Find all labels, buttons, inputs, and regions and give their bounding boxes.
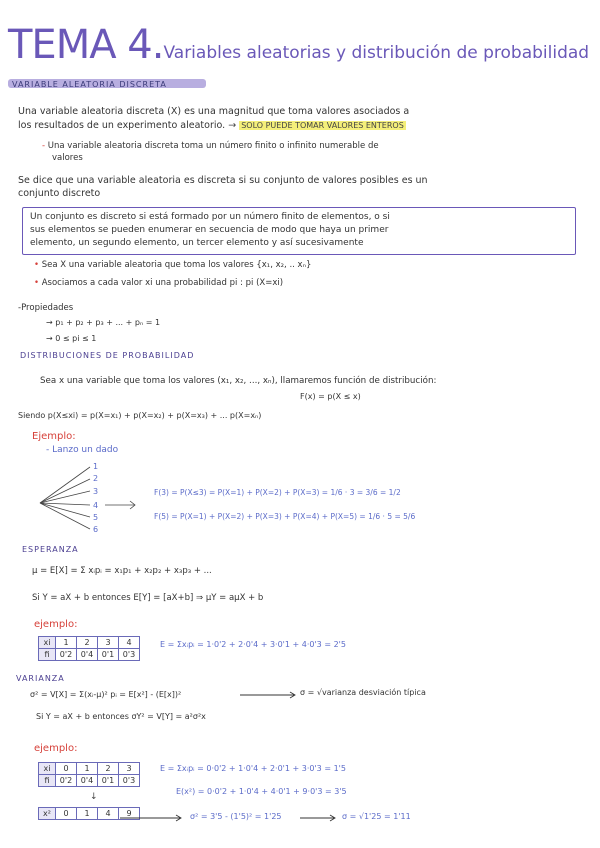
prop-sum: → p₁ + p₂ + p₃ + ... + pₙ = 1: [46, 318, 161, 327]
esperanza-linear: Si Y = aX + b entonces E[Y] = [aX+b] ⇒ μY = aμX + b: [32, 593, 264, 603]
table-row: [39, 637, 140, 649]
example3-sigma-root: σ = √1'25 = 1'11: [342, 812, 411, 821]
example3-table: [38, 762, 140, 787]
para-discrete-a: Se dice que una variable aleatoria es discreta si su conjunto de valores posibles es un: [18, 175, 428, 186]
dist-line1: Sea x una variable que toma los valores (x₁, x₂, ..., xₙ), llamaremos función de distribución:: [40, 376, 437, 386]
die-face-2: 2: [93, 474, 99, 483]
bullet-dot-icon: •: [34, 260, 42, 270]
example3-arrow-2: [300, 813, 340, 823]
example3-e1: E = Σxᵢpᵢ = 0·0'2 + 1·0'4 + 2·0'1 + 3·0'3 = 1'5: [160, 764, 346, 773]
box-line3: elemento, un segundo elemento, un tercer elemento y así sucesivamente: [30, 238, 364, 248]
arrow-down-icon: ↓: [90, 792, 98, 802]
example3-arrow: [120, 813, 186, 823]
example1-label: Ejemplo:: [32, 431, 76, 442]
section-tag: VARIABLE ALEATORIA DISCRETA: [12, 80, 167, 89]
table-cell: 4: [119, 637, 140, 649]
table-cell: x²: [39, 808, 56, 820]
tree-branch: [40, 491, 90, 503]
die-face-1: 1: [93, 462, 99, 471]
tree-branch: [40, 479, 90, 503]
props-label: -Propiedades: [18, 303, 74, 313]
table-cell: 2: [98, 763, 119, 775]
table-cell: 0'4: [77, 775, 98, 787]
table-cell: 0'2: [56, 775, 77, 787]
bullet-finite-b: valores: [52, 153, 83, 163]
die-face-6: 6: [93, 525, 99, 534]
table-cell: 0'3: [119, 649, 140, 661]
example3-e2: E(x²) = 0·0'2 + 1·0'4 + 4·0'1 + 9·0'3 = 3'5: [176, 787, 347, 796]
table-cell: 0'2: [56, 649, 77, 661]
table-row: [39, 649, 140, 661]
table-cell: 3: [98, 637, 119, 649]
page-title: [8, 22, 589, 68]
table-cell: 0'1: [98, 775, 119, 787]
bullet-dot-icon: •: [34, 278, 42, 288]
table-cell: 2: [77, 637, 98, 649]
example1-sub: - Lanzo un dado: [46, 445, 119, 455]
table-cell: 0'3: [119, 775, 140, 787]
dist-heading: DISTRIBUCIONES DE PROBABILIDAD: [20, 351, 195, 360]
dist-line2: F(x) = p(X ≤ x): [300, 392, 361, 401]
intro-line2: [18, 120, 406, 131]
box-line2: sus elementos se pueden enumerar en secuencia de modo que haya un primer: [30, 225, 389, 235]
tree-branch: [40, 503, 90, 529]
box-line1: Un conjunto es discreto si está formado por un número finito de elementos, o si: [30, 212, 390, 222]
varianza-sd: σ = √varianza desviación típica: [300, 688, 426, 697]
bullet-finite-a: Una variable aleatoria discreta toma un número finito o infinito numerable de: [47, 141, 379, 151]
prop-range: → 0 ≤ pi ≤ 1: [46, 334, 97, 343]
table-cell: 4: [98, 808, 119, 820]
die-face-3: 3: [93, 487, 99, 496]
intro-line1: Una variable aleatoria discreta (X) es una magnitud que toma valores asociados a: [18, 106, 410, 117]
title-sub: Variables aleatorias y distribución de probabilidad: [163, 43, 590, 63]
bullet-values: [34, 260, 311, 270]
esperanza-formula: μ = E[X] = Σ xᵢpᵢ = x₁p₁ + x₂p₂ + x₃p₃ + ...: [32, 566, 212, 576]
table-cell: 3: [119, 763, 140, 775]
example3-label: ejemplo:: [34, 743, 78, 754]
intro-line2-text: los resultados de un experimento aleatorio.: [18, 120, 226, 131]
bullet-probability: [34, 278, 283, 288]
bullet-dot-icon: -: [42, 141, 48, 151]
dist-line3: Siendo p(X≤xi) = p(X=x₁) + p(X=x₂) + p(X=x₃) + ... p(X=xₙ): [18, 411, 262, 420]
example2-label: ejemplo:: [34, 619, 78, 630]
dice-tree-diagram: [30, 455, 150, 535]
example2-result: E = Σxᵢpᵢ = 1·0'2 + 2·0'4 + 3·0'1 + 4·0'3 = 2'5: [160, 640, 346, 649]
table-cell: 1: [77, 763, 98, 775]
example2-table: [38, 636, 140, 661]
props-label-text: Propiedades: [21, 303, 74, 313]
bullet-values-text: Sea X una variable aleatoria que toma los valores {x₁, x₂, .. xₙ}: [41, 260, 312, 270]
varianza-linear: Si Y = aX + b entonces σY² = V[Y] = a²σ²x: [36, 712, 206, 721]
table-cell: xi: [39, 637, 56, 649]
example3-sigma: σ² = 3'5 - (1'5)² = 1'25: [190, 812, 282, 821]
table-cell: 1: [77, 808, 98, 820]
varianza-arrow: [240, 690, 300, 700]
table-cell: 0: [56, 808, 77, 820]
bullet-finite: [42, 141, 379, 151]
table-cell: 0: [56, 763, 77, 775]
table-cell: fi: [39, 649, 56, 661]
table-cell: 1: [56, 637, 77, 649]
title-main: TEMA 4.: [8, 22, 164, 68]
table-cell: 0'4: [77, 649, 98, 661]
varianza-heading: VARIANZA: [16, 674, 65, 683]
varianza-formula: σ² = V[X] = Σ(xᵢ-μ)² pᵢ = E[x²] - (E[x])²: [30, 690, 182, 699]
table-cell: fi: [39, 775, 56, 787]
tree-branch: [40, 467, 90, 503]
esperanza-heading: ESPERANZA: [22, 545, 79, 554]
table-row: [39, 763, 140, 775]
arrow-icon: →: [228, 120, 240, 131]
integers-highlight: SOLO PUEDE TOMAR VALORES ENTEROS: [241, 121, 404, 130]
die-face-5: 5: [93, 513, 99, 522]
example1-f5: F(5) = P(X=1) + P(X=2) + P(X=3) + P(X=4) + P(X=5) = 1/6 · 5 = 5/6: [154, 512, 416, 521]
para-discrete-b: conjunto discreto: [18, 188, 101, 199]
bullet-probability-text: Asociamos a cada valor xi una probabilidad pi : pi (X=xi): [41, 278, 284, 288]
example1-f3: F(3) = P(X≤3) = P(X=1) + P(X=2) + P(X=3) = 1/6 · 3 = 3/6 = 1/2: [154, 488, 401, 497]
table-cell: 0'1: [98, 649, 119, 661]
table-cell: 9: [119, 808, 140, 820]
table-cell: xi: [39, 763, 56, 775]
die-face-4: 4: [93, 501, 99, 510]
table-row: [39, 775, 140, 787]
